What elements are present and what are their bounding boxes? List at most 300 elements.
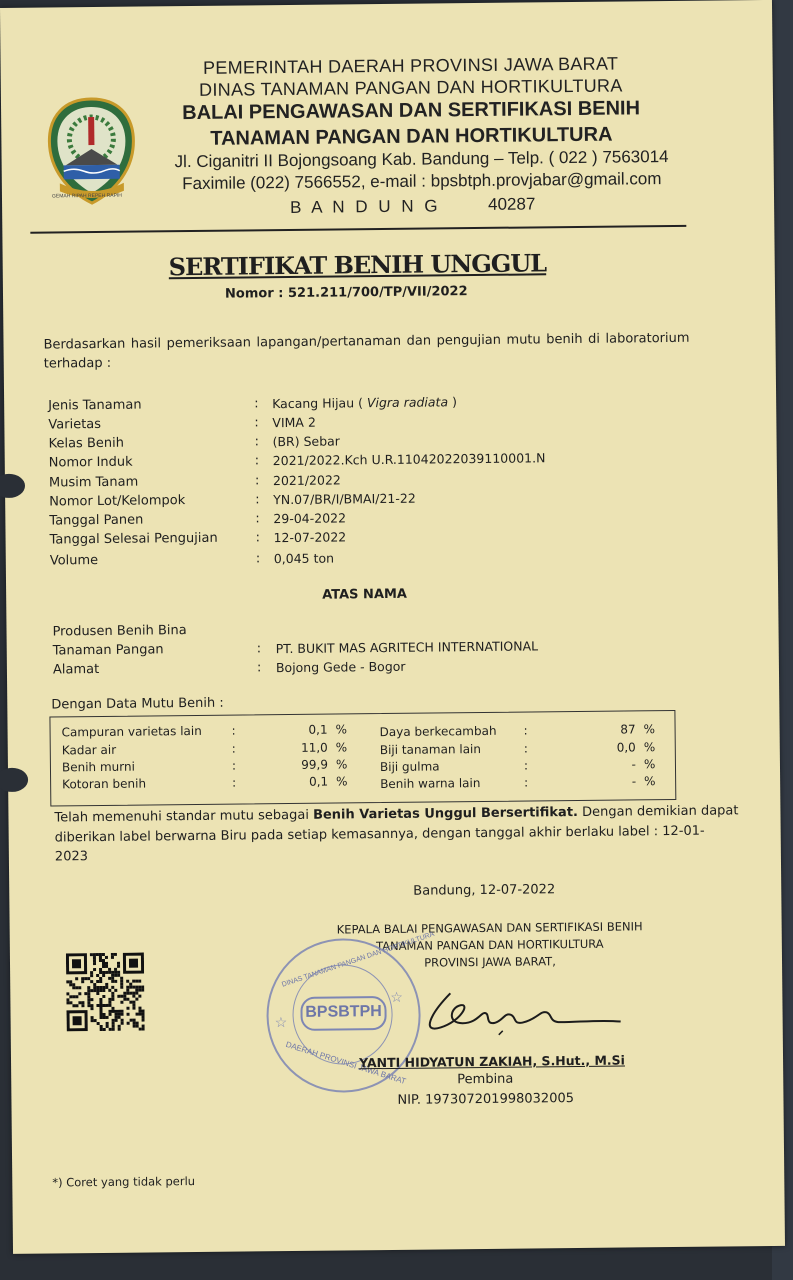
mutu-left-label: Kadar air <box>61 742 117 758</box>
alamat-label: Alamat <box>52 661 100 678</box>
qr-module <box>142 1019 145 1022</box>
qr-module <box>78 1001 81 1004</box>
qr-module <box>96 953 99 956</box>
mutu-left-unit: % <box>335 740 348 755</box>
qr-module <box>108 977 111 980</box>
stamp-ring-bottom: DAERAH PROVINSI JAWA BARAT <box>284 1039 408 1086</box>
qr-module <box>90 953 93 956</box>
qr-module <box>93 953 96 956</box>
qr-module <box>78 992 81 995</box>
qr-module <box>126 1007 129 1010</box>
qr-module <box>129 983 132 986</box>
mutu-right-unit: % <box>643 722 656 737</box>
signature-mark <box>410 981 631 1047</box>
certificate-title: SERTIFIKAT BENIH UNGGUL <box>168 248 547 282</box>
field-label: Varietas <box>48 416 102 433</box>
qr-module <box>105 971 108 974</box>
signatory-line2: TANAMAN PANGAN DAN HORTIKULTURA <box>375 936 604 954</box>
header-line2: DINAS TANAMAN PANGAN DAN HORTIKULTURA <box>199 75 623 100</box>
qr-module <box>120 1010 123 1013</box>
qr-module <box>138 995 141 998</box>
qr-module <box>111 980 114 983</box>
qr-module <box>118 1025 121 1028</box>
certificate-number: Nomor : 521.211/700/TP/VII/2022 <box>224 284 468 302</box>
field-colon: : <box>255 492 260 508</box>
header-line4: TANAMAN PANGAN DAN HORTIKULTURA <box>210 123 613 150</box>
field-value-italic: Vigra radiata <box>366 394 449 411</box>
qr-module <box>78 986 81 989</box>
field-label: Kelas Benih <box>48 435 125 452</box>
qr-module <box>105 983 108 986</box>
qr-module <box>66 998 69 1001</box>
qr-module <box>75 986 78 989</box>
qr-module <box>108 1004 111 1007</box>
qr-module <box>105 965 108 968</box>
mutu-right-label: Biji tanaman lain <box>379 742 482 758</box>
qr-module <box>99 959 102 962</box>
qr-module <box>132 1007 135 1010</box>
qr-module <box>103 1016 106 1019</box>
qr-module <box>72 995 75 998</box>
qr-module <box>81 1001 84 1004</box>
qr-module <box>90 989 93 992</box>
qr-module <box>132 1001 135 1004</box>
header-postal: 40287 <box>487 194 536 214</box>
qr-module <box>87 1004 90 1007</box>
qr-module <box>93 983 96 986</box>
qr-module <box>69 983 72 986</box>
qr-module <box>109 1013 112 1016</box>
field-value <box>274 551 334 567</box>
field-colon: : <box>254 453 260 469</box>
qr-module <box>136 1025 139 1028</box>
qr-module <box>100 1013 103 1016</box>
qr-module <box>102 986 105 989</box>
punch-hole-bottom <box>0 768 28 792</box>
mutu-heading: Dengan Data Mutu Benih : <box>51 695 224 713</box>
qr-module <box>138 1007 141 1010</box>
qr-module <box>112 1019 115 1022</box>
qr-module <box>99 977 102 980</box>
qr-module <box>120 983 123 986</box>
mutu-left-value: 11,0 <box>300 740 328 755</box>
qr-code <box>66 953 145 1032</box>
field-label: Tanggal Selesai Pengujian <box>49 530 218 548</box>
qr-module <box>93 986 96 989</box>
tanaman-pangan-label: Tanaman Pangan <box>52 642 164 659</box>
qr-module <box>108 998 111 1001</box>
qr-module <box>138 980 141 983</box>
mutu-right-colon: : <box>524 775 529 790</box>
qr-module <box>129 992 132 995</box>
qr-module <box>112 1028 115 1031</box>
statement-bold: Benih Varietas Unggul Bersertifikat. <box>312 804 579 823</box>
mutu-right-label: Daya berkecambah <box>379 723 497 740</box>
mutu-left-colon: : <box>231 758 237 773</box>
qr-module <box>114 968 117 971</box>
qr-module <box>93 989 96 992</box>
field-value-text: Kacang Hijau ( <box>272 395 367 412</box>
place-date: Bandung, 12-07-2022 <box>413 882 556 899</box>
qr-module <box>81 977 84 980</box>
qr-module <box>132 992 135 995</box>
qr-module <box>133 1019 136 1022</box>
field-value-suffix: ) <box>448 394 458 410</box>
stamp-star-left-icon: ☆ <box>274 1015 288 1032</box>
atas-nama-heading: ATAS NAMA <box>322 586 408 603</box>
field-colon: : <box>254 473 260 489</box>
qr-module <box>75 1004 78 1007</box>
qr-module <box>91 1019 94 1022</box>
qr-module <box>108 968 111 971</box>
tanaman-pangan-colon: : <box>256 641 262 657</box>
signatory-nip: NIP. 197307201998032005 <box>397 1091 575 1108</box>
qr-module <box>105 956 108 959</box>
mutu-left-value: 99,9 <box>301 757 329 772</box>
mutu-left-label: Benih murni <box>61 759 135 775</box>
qr-module <box>75 995 78 998</box>
qr-module <box>99 1010 102 1013</box>
statement-pre: Telah memenuhi standar mutu sebagai <box>54 807 314 826</box>
qr-module <box>93 956 96 959</box>
qr-module <box>90 998 93 1001</box>
mutu-right-unit: % <box>643 757 656 772</box>
qr-module <box>127 1022 130 1025</box>
qr-module <box>99 989 102 992</box>
qr-module <box>108 1010 111 1013</box>
qr-finder <box>129 959 138 968</box>
signatory-line1: KEPALA BALAI PENGAWASAN DAN SERTIFIKASI BENIH <box>336 919 643 937</box>
qr-module <box>118 1013 121 1016</box>
header-address: Jl. Ciganitri II Bojongsoang Kab. Bandung – Telp. ( 022 ) 7563014 <box>174 147 669 172</box>
field-value-text: 2021/2022.Kch U.R.11042022039110001.N <box>272 450 546 469</box>
field-value <box>273 491 416 507</box>
qr-module <box>108 989 111 992</box>
qr-module <box>111 998 114 1001</box>
stamp-center: BPSBTPH <box>300 996 386 1031</box>
qr-module <box>96 974 99 977</box>
qr-module <box>99 1001 102 1004</box>
qr-module <box>69 980 72 983</box>
signatory-name: YANTI HIDYATUN ZAKIAH, S.Hut., M.Si <box>358 1052 626 1071</box>
qr-module <box>142 1013 145 1016</box>
qr-module <box>123 998 126 1001</box>
mutu-left-colon: : <box>232 775 237 790</box>
statement-post: Dengan demikian dapat <box>577 803 739 820</box>
logo-motto: GEMAH RIPAH REPEH RAPIH <box>51 192 122 200</box>
qr-module <box>138 986 141 989</box>
qr-module <box>141 989 144 992</box>
qr-module <box>99 953 102 956</box>
qr-module <box>111 1007 114 1010</box>
qr-module <box>133 1025 136 1028</box>
mutu-left-value: 0,1 <box>308 774 329 789</box>
intro-text: Berdasarkan hasil pemeriksaan lapangan/pertanaman dan pengujian mutu benih di laboratorium terhadap : <box>43 330 690 372</box>
mutu-right-value: 0,0 <box>616 740 636 755</box>
mutu-right-label: Benih warna lain <box>380 776 481 792</box>
mutu-left-label: Kotoran benih <box>62 776 147 792</box>
header-divider <box>30 225 686 234</box>
qr-module <box>115 1013 118 1016</box>
qr-module <box>114 1010 117 1013</box>
qr-module <box>90 971 93 974</box>
qr-module <box>99 998 102 1001</box>
qr-module <box>66 1001 69 1004</box>
mutu-right-colon: : <box>523 723 528 738</box>
field-colon: : <box>254 396 259 412</box>
qr-module <box>75 977 78 980</box>
field-value-text: 2021/2022 <box>272 472 341 489</box>
field-label: Nomor Lot/Kelompok <box>49 493 186 510</box>
qr-module <box>106 1016 109 1019</box>
qr-module <box>130 1019 133 1022</box>
qr-module <box>96 980 99 983</box>
stamp-ring-top: DINAS TANAMAN PANGAN DAN HORTIKULTURA <box>281 930 436 989</box>
qr-module <box>99 968 102 971</box>
mutu-right-unit: % <box>643 740 656 755</box>
field-value <box>273 450 546 468</box>
header-line3: BALAI PENGAWASAN DAN SERTIFIKASI BENIH <box>182 97 641 125</box>
qr-module <box>117 965 120 968</box>
mutu-right-colon: : <box>523 741 528 756</box>
qr-module <box>100 1025 103 1028</box>
qr-module <box>111 974 114 977</box>
qr-module <box>90 1004 93 1007</box>
qr-module <box>102 971 105 974</box>
qr-module <box>72 983 75 986</box>
qr-module <box>117 971 120 974</box>
qr-module <box>111 956 114 959</box>
field-value <box>272 415 316 430</box>
qr-module <box>99 1004 102 1007</box>
qr-module <box>99 971 102 974</box>
qr-module <box>102 989 105 992</box>
qr-module <box>102 965 105 968</box>
qr-module <box>142 1028 145 1031</box>
qr-module <box>105 1004 108 1007</box>
qr-module <box>97 1022 100 1025</box>
qr-module <box>81 1004 84 1007</box>
qr-module <box>126 992 129 995</box>
qr-module <box>108 971 111 974</box>
qr-module <box>87 986 90 989</box>
qr-module <box>99 956 102 959</box>
qr-module <box>109 1028 112 1031</box>
qr-module <box>121 1013 124 1016</box>
field-value-text: 12-07-2022 <box>273 529 347 546</box>
qr-finder <box>73 1016 82 1025</box>
qr-module <box>118 1028 121 1031</box>
qr-module <box>93 959 96 962</box>
mutu-left-unit: % <box>336 774 348 789</box>
qr-module <box>121 1019 124 1022</box>
mutu-left-unit: % <box>335 757 348 772</box>
field-value-text: VIMA 2 <box>272 414 316 431</box>
qr-module <box>120 995 123 998</box>
qr-module <box>139 1028 142 1031</box>
qr-module <box>96 1004 99 1007</box>
field-value-text: (BR) Sebar <box>272 433 340 450</box>
qr-module <box>138 1010 141 1013</box>
qr-module <box>102 974 105 977</box>
qr-module <box>111 1010 114 1013</box>
qr-module <box>132 1004 135 1007</box>
alamat-colon: : <box>256 660 262 676</box>
qr-module <box>112 1022 115 1025</box>
field-colon: : <box>255 530 261 546</box>
signatory-line3: PROVINSI JAWA BARAT, <box>424 954 556 970</box>
qr-module <box>126 998 129 1001</box>
qr-module <box>117 1010 120 1013</box>
field-label: Tanggal Panen <box>49 512 144 529</box>
qr-module <box>87 1001 90 1004</box>
qr-module <box>135 989 138 992</box>
qr-module <box>90 1007 93 1010</box>
qr-module <box>108 1001 111 1004</box>
qr-module <box>117 974 120 977</box>
qr-module <box>102 959 105 962</box>
qr-module <box>102 962 105 965</box>
qr-module <box>99 980 102 983</box>
field-label: Jenis Tanaman <box>48 397 142 414</box>
qr-module <box>126 986 129 989</box>
field-label: Musim Tanam <box>48 474 139 491</box>
produsen-label: Produsen Benih Bina <box>52 623 187 640</box>
qr-module <box>133 1022 136 1025</box>
qr-module <box>135 992 138 995</box>
qr-module <box>117 962 120 965</box>
qr-module <box>111 992 114 995</box>
qr-module <box>139 1013 142 1016</box>
qr-module <box>120 980 123 983</box>
qr-module <box>90 980 93 983</box>
qr-module <box>90 974 93 977</box>
field-value <box>272 433 340 449</box>
qr-module <box>87 998 90 1001</box>
mutu-left-value: 0,1 <box>308 722 328 737</box>
statement-line3: 2023 <box>54 849 89 865</box>
qr-module <box>111 986 114 989</box>
qr-module <box>135 998 138 1001</box>
qr-module <box>141 986 144 989</box>
qr-module <box>127 1013 130 1016</box>
mutu-right-value: - <box>631 774 637 789</box>
qr-module <box>93 962 96 965</box>
mutu-left-unit: % <box>335 722 348 737</box>
punch-hole-top <box>0 474 25 498</box>
qr-module <box>123 995 126 998</box>
qr-module <box>114 953 117 956</box>
qr-module <box>72 986 75 989</box>
stamp-star-right-icon: ☆ <box>390 989 404 1006</box>
qr-module <box>66 980 69 983</box>
mutu-right-unit: % <box>644 774 656 789</box>
qr-finder <box>72 959 81 968</box>
field-colon: : <box>255 551 261 567</box>
qr-module <box>112 1025 115 1028</box>
qr-module <box>93 968 96 971</box>
qr-module <box>132 986 135 989</box>
qr-module <box>132 995 135 998</box>
qr-module <box>91 1016 94 1019</box>
mutu-left-colon: : <box>231 741 236 756</box>
qr-module <box>114 989 117 992</box>
field-value-text: 0,045 ton <box>273 550 335 567</box>
qr-module <box>129 986 132 989</box>
qr-module <box>102 995 105 998</box>
field-colon: : <box>254 434 260 450</box>
qr-module <box>105 962 108 965</box>
qr-module <box>69 1001 72 1004</box>
qr-module <box>111 977 114 980</box>
qr-module <box>72 1004 75 1007</box>
header-contact: Faximile (022) 7566552, e-mail : bpsbtph.provjabar@gmail.com <box>182 169 662 194</box>
qr-module <box>94 1019 97 1022</box>
qr-module <box>111 953 114 956</box>
qr-module <box>106 1022 109 1025</box>
field-value <box>272 394 457 411</box>
qr-module <box>123 992 126 995</box>
mutu-left-label: Campuran varietas lain <box>61 723 202 740</box>
qr-module <box>100 1016 103 1019</box>
field-value <box>273 529 346 545</box>
qr-module <box>87 977 90 980</box>
mutu-left-colon: : <box>231 723 236 738</box>
qr-module <box>84 992 87 995</box>
qr-module <box>120 986 123 989</box>
qr-module <box>121 1022 124 1025</box>
qr-module <box>105 986 108 989</box>
header-line1: PEMERINTAH DAERAH PROVINSI JAWA BARAT <box>202 53 619 78</box>
qr-module <box>87 995 90 998</box>
qr-module <box>100 1028 103 1031</box>
qr-module <box>120 977 123 980</box>
qr-module <box>96 989 99 992</box>
qr-module <box>69 995 72 998</box>
statement-line2: diberikan label berwarna Biru pada setiap kemasannya, dengan tanggal akhir berlaku label : 12-01- <box>54 823 705 846</box>
qr-module <box>129 1001 132 1004</box>
qr-module <box>117 995 120 998</box>
qr-module <box>115 1019 118 1022</box>
qr-module <box>81 980 84 983</box>
qr-module <box>99 986 102 989</box>
qr-module <box>141 1010 144 1013</box>
qr-module <box>142 1025 145 1028</box>
qr-module <box>103 1013 106 1016</box>
qr-module <box>96 992 99 995</box>
qr-module <box>111 971 114 974</box>
footnote: *) Coret yang tidak perlu <box>52 1174 196 1190</box>
qr-module <box>103 1028 106 1031</box>
qr-module <box>114 971 117 974</box>
mutu-right-value: - <box>631 757 637 772</box>
qr-module <box>115 1016 118 1019</box>
mutu-right-colon: : <box>523 758 529 773</box>
field-value-text: 29-04-2022 <box>273 510 347 527</box>
qr-module <box>87 989 90 992</box>
field-colon: : <box>254 415 259 431</box>
qr-module <box>96 986 99 989</box>
qr-module <box>138 989 141 992</box>
qr-module <box>111 995 114 998</box>
qr-module <box>102 953 105 956</box>
mutu-right-value: 87 <box>620 722 636 737</box>
field-label: Volume <box>49 553 99 569</box>
qr-module <box>114 980 117 983</box>
field-value <box>273 472 341 488</box>
field-colon: : <box>255 511 260 527</box>
qr-module <box>87 992 90 995</box>
